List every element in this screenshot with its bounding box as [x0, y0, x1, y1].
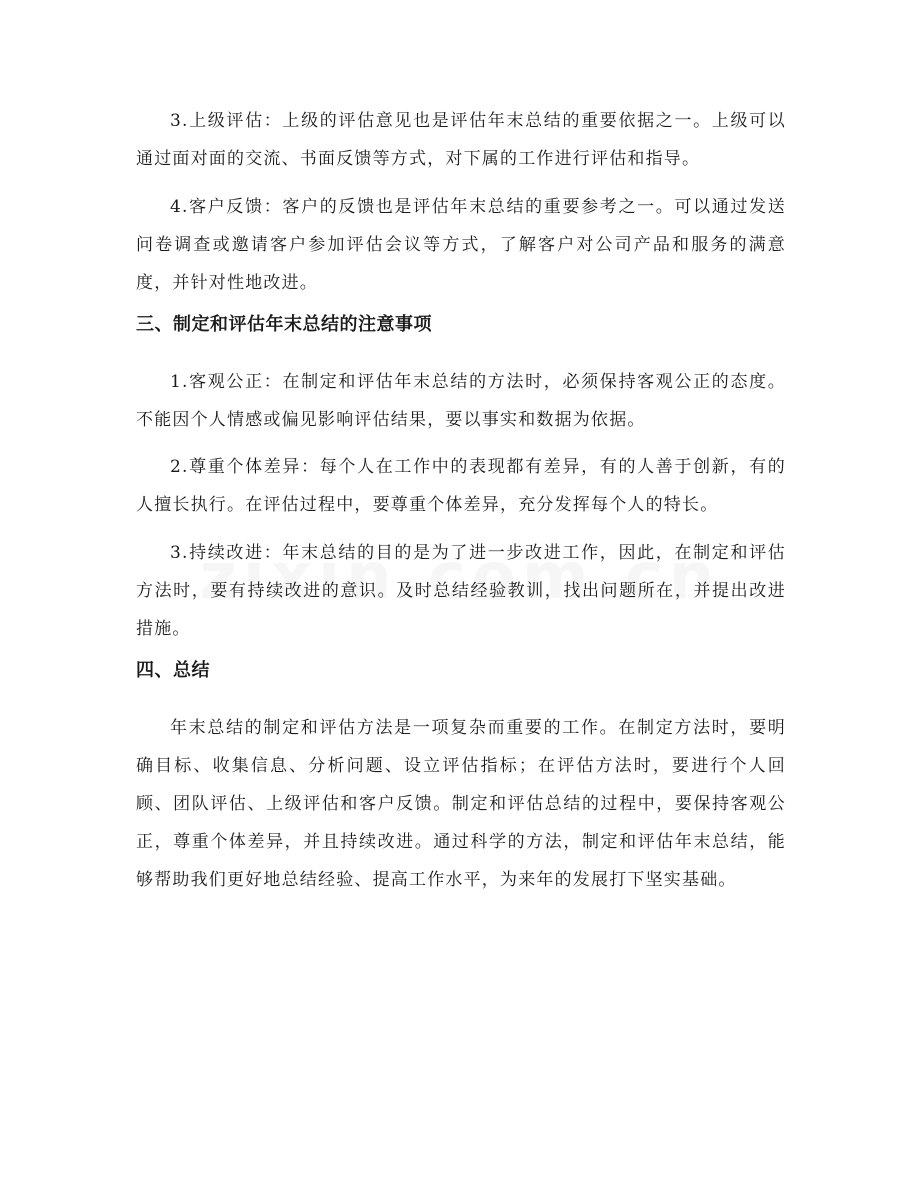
paragraph-customer-feedback: 4.客户反馈：客户的反馈也是评估年末总结的重要参考之一。可以通过发送问卷调查或邀请客户参加评估会议等方式，了解客户对公司产品和服务的满意度，并针对性地改进。	[136, 197, 786, 293]
section-heading-summary: 四、总结	[136, 660, 210, 681]
paragraph-respect-differences: 2.尊重个体差异：每个人在工作中的表现都有差异，有的人善于创新，有的人擅长执行。在评估过程中，要尊重个体差异，充分发挥每个人的特长。	[136, 457, 786, 515]
paragraph-summary: 年末总结的制定和评估方法是一项复杂而重要的工作。在制定方法时，要明确目标、收集信息、分析问题、设立评估指标；在评估方法时，要进行个人回顾、团队评估、上级评估和客户反馈。制定和评估总结的过程中，要保持客观公正，尊重个体差异，并且持续改进。通过科学的方法，制定和评估年末总结，能够帮助我们更好地总结经验、提高工作水平，为来年的发展打下坚实基础。	[136, 718, 786, 890]
paragraph-superior-evaluation: 3.上级评估：上级的评估意见也是评估年末总结的重要依据之一。上级可以通过面对面的交流、书面反馈等方式，对下属的工作进行评估和指导。	[136, 111, 786, 169]
paragraph-objective-fairness: 1.客观公正：在制定和评估年末总结的方法时，必须保持客观公正的态度。不能因个人情感或偏见影响评估结果，要以事实和数据为依据。	[136, 372, 786, 430]
section-heading-considerations: 三、制定和评估年末总结的注意事项	[136, 314, 432, 335]
paragraph-continuous-improvement: 3.持续改进：年末总结的目的是为了进一步改进工作，因此，在制定和评估方法时，要有持续改进的意识。及时总结经验教训，找出问题所在，并提出改进措施。	[136, 543, 786, 639]
